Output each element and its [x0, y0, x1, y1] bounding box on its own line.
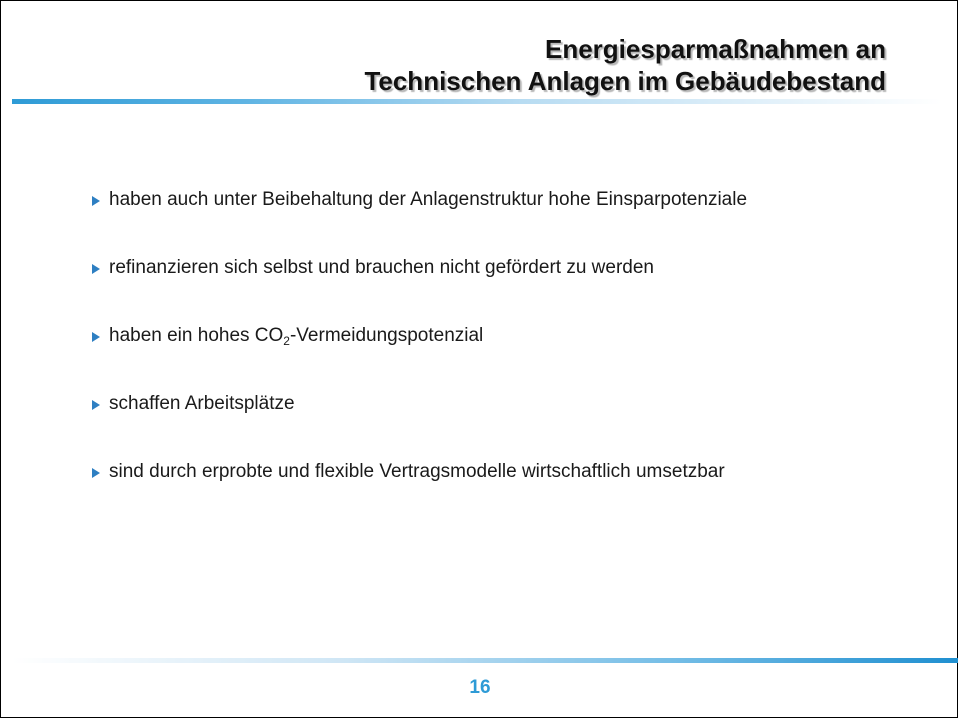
triangle-bullet-icon	[92, 196, 100, 206]
bullet-text: schaffen Arbeitsplätze	[109, 393, 295, 414]
title-line-1: Energiesparmaßnahmen an	[545, 34, 886, 64]
triangle-bullet-icon	[92, 332, 100, 342]
bullet-text: sind durch erprobte und flexible Vertragsmodelle wirtschaftlich umsetzbar	[109, 461, 725, 482]
bullet-text-pre: haben ein hohes CO	[109, 324, 284, 346]
bullet-item	[92, 254, 747, 282]
footer-bar	[12, 658, 958, 663]
bullet-item	[92, 390, 747, 418]
page-number: 16	[469, 677, 491, 698]
bullet-text: haben auch unter Beibehaltung der Anlagenstruktur hohe Einsparpotenziale	[109, 189, 748, 210]
title-underline-bar	[12, 99, 942, 104]
title-line-2: Technischen Anlagen im Gebäudebestand	[364, 66, 886, 96]
bullet-text	[109, 325, 483, 348]
bullet-text: refinanzieren sich selbst und brauchen nicht gefördert zu werden	[109, 257, 654, 278]
triangle-bullet-icon	[92, 264, 100, 274]
bullet-item	[92, 458, 747, 486]
bullet-item	[92, 322, 747, 350]
triangle-bullet-icon	[92, 468, 100, 478]
co2-subscript: 2	[283, 333, 290, 348]
triangle-bullet-icon	[92, 400, 100, 410]
bullet-list	[92, 186, 747, 526]
bullet-item	[92, 186, 747, 214]
bullet-text-post: -Vermeidungspotenzial	[289, 324, 484, 346]
slide-title	[364, 33, 886, 97]
